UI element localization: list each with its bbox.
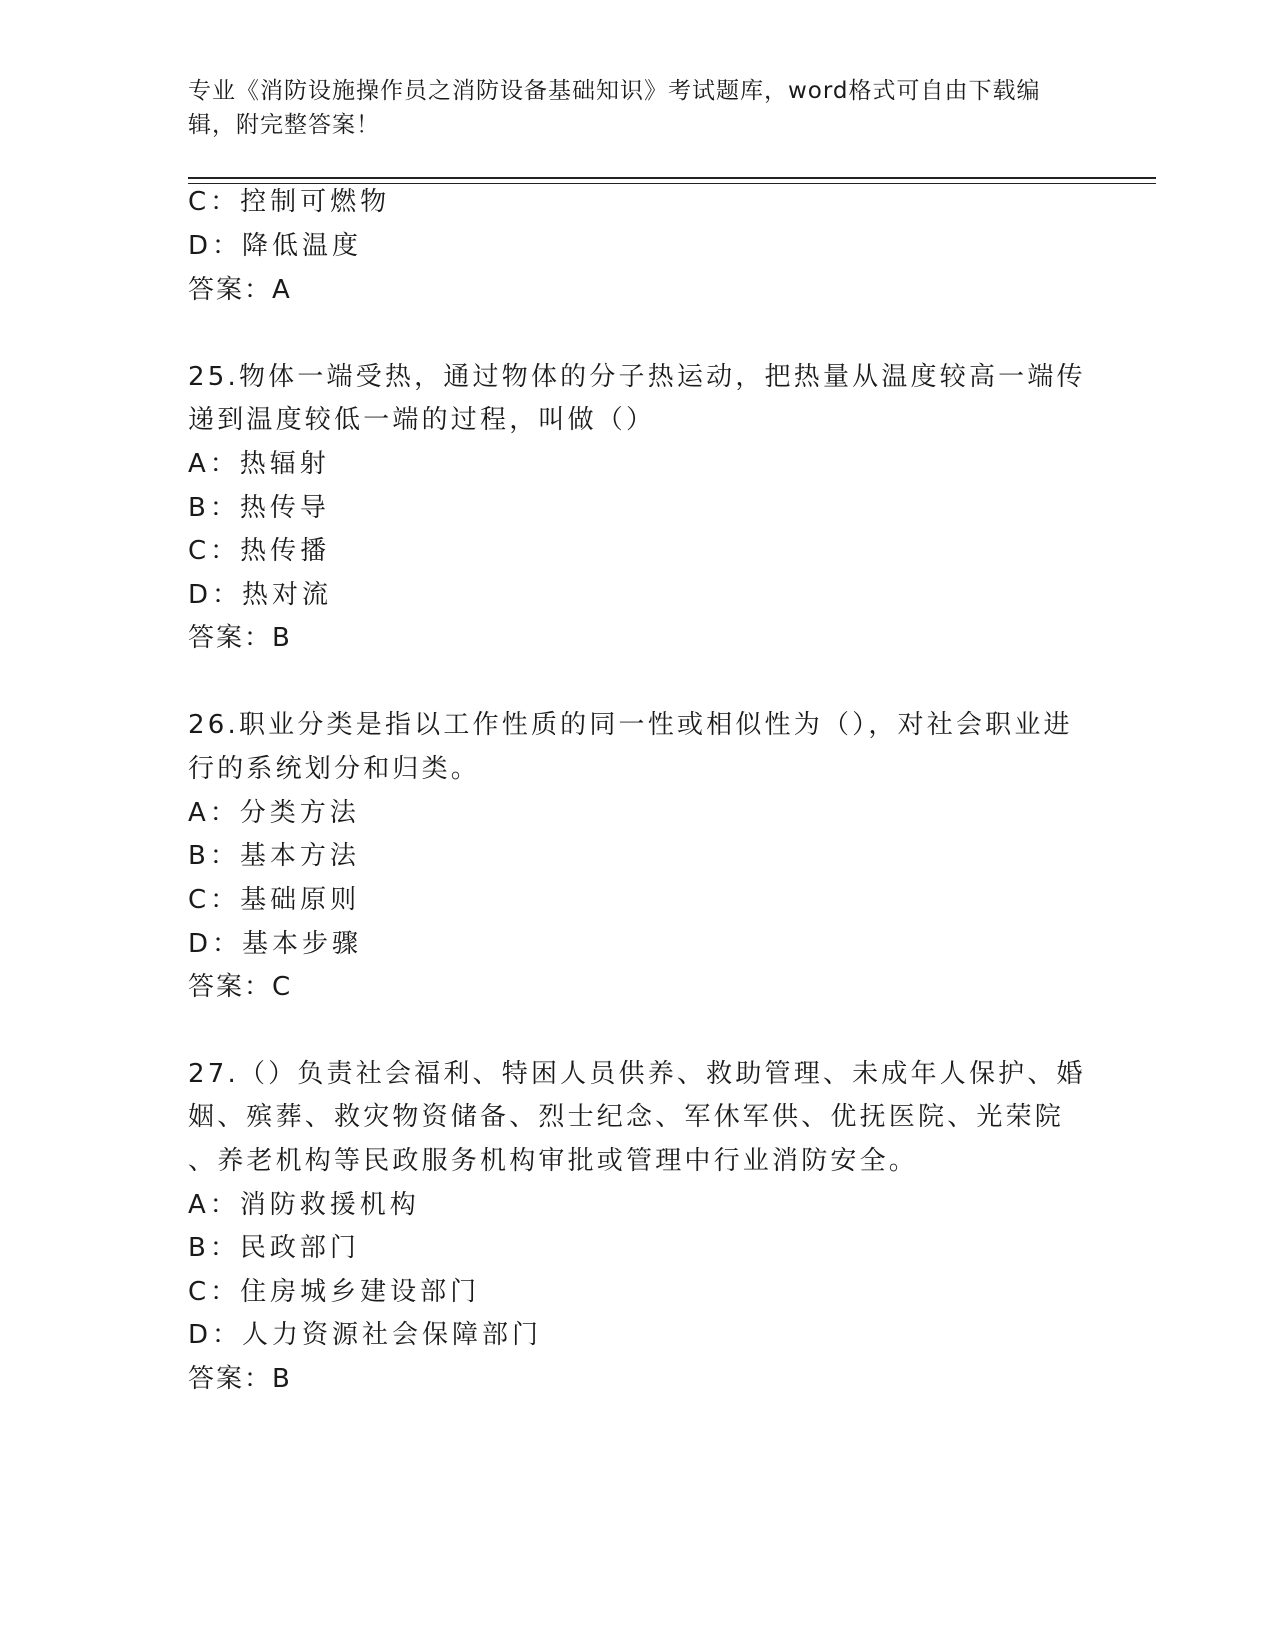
question-text-line: 姻、殡葬、救灾物资储备、烈士纪念、军休军供、优抚医院、光荣院	[188, 1102, 1065, 1132]
answer: 答案：C	[188, 972, 293, 1002]
header-divider-thick	[188, 177, 1156, 179]
question-text-line: 26.职业分类是指以工作性质的同一性或相似性为（），对社会职业进	[188, 710, 1073, 740]
option-c: C：住房城乡建设部门	[188, 1277, 481, 1307]
option-d: D：热对流	[188, 580, 333, 610]
option-a: A：热辐射	[188, 449, 330, 479]
answer: 答案：A	[188, 275, 292, 305]
page-header: 专业《消防设施操作员之消防设备基础知识》考试题库，word格式可自由下载编 辑，附完整答案！	[188, 78, 1041, 138]
option-b: B：热传导	[188, 493, 330, 523]
option-b: B：基本方法	[188, 841, 360, 871]
answer: 答案：B	[188, 623, 292, 653]
header-divider-thin	[188, 183, 1156, 184]
option-c: C：基础原则	[188, 885, 361, 915]
question-text-line: 递到温度较低一端的过程，叫做（）	[188, 405, 656, 435]
option-d: D：降低温度	[188, 231, 363, 261]
option-d: D：人力资源社会保障部门	[188, 1320, 543, 1350]
question-text-line: 25.物体一端受热，通过物体的分子热运动，把热量从温度较高一端传	[188, 362, 1086, 392]
option-c: C：热传播	[188, 536, 331, 566]
option-b: B：民政部门	[188, 1233, 360, 1263]
question-text-line: 27.（）负责社会福利、特困人员供养、救助管理、未成年人保护、婚	[188, 1059, 1086, 1089]
option-a: A：消防救援机构	[188, 1190, 420, 1220]
answer: 答案：B	[188, 1364, 292, 1394]
option-d: D：基本步骤	[188, 929, 363, 959]
option-c: C：控制可燃物	[188, 187, 391, 217]
question-text-line: 行的系统划分和归类。	[188, 754, 481, 784]
question-text-line: 、养老机构等民政服务机构审批或管理中行业消防安全。	[188, 1146, 919, 1176]
option-a: A：分类方法	[188, 798, 360, 828]
